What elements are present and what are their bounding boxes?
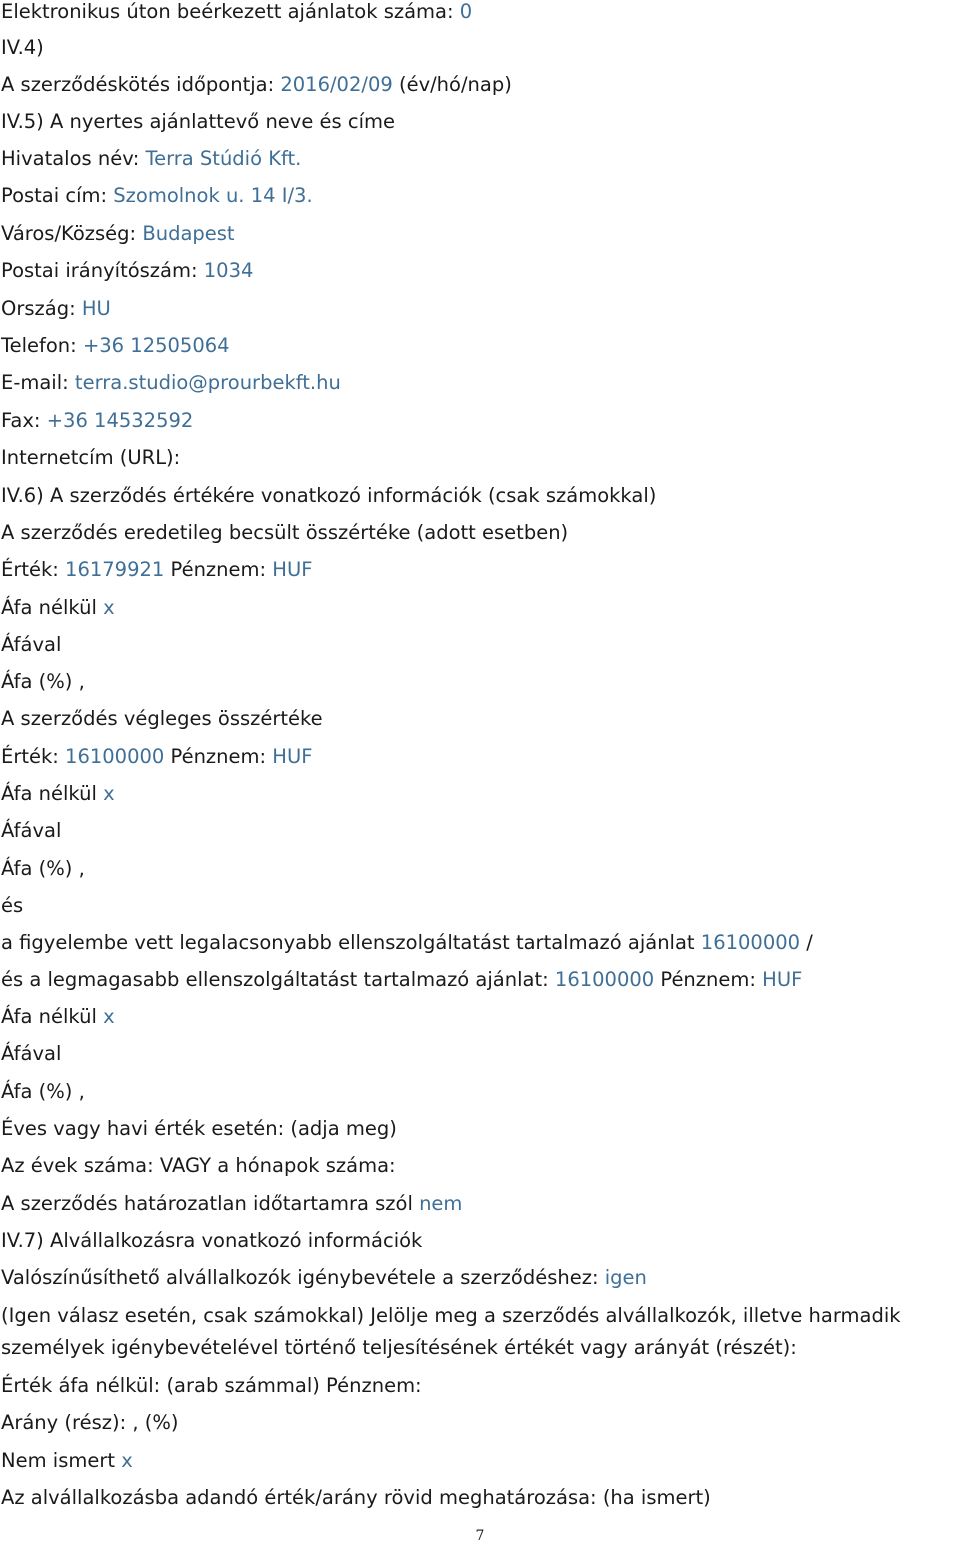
document-line bbox=[1, 0, 472, 24]
line-label: és a legmagasabb ellenszolgáltatást tartalmazó ajánlat: bbox=[1, 968, 549, 991]
document-line bbox=[1, 1486, 711, 1510]
line-label: Hivatalos név: bbox=[1, 147, 140, 170]
line-label: IV.5) A nyertes ajánlattevő neve és címe bbox=[1, 110, 396, 133]
document-line bbox=[1, 857, 85, 881]
line-label: Áfa nélkül bbox=[1, 596, 97, 619]
line-value: 16100000 bbox=[554, 968, 655, 991]
line-label: Nem ismert bbox=[1, 1449, 116, 1472]
document-line bbox=[1, 819, 61, 843]
line-value: Szomolnok u. 14 I/3. bbox=[113, 184, 313, 207]
document-line bbox=[1, 745, 312, 769]
line-value: HUF bbox=[272, 558, 313, 581]
line-label: Postai irányítószám: bbox=[1, 259, 198, 282]
line-value: 1034 bbox=[203, 259, 254, 282]
document-line bbox=[1, 484, 656, 508]
line-label: Elektronikus úton beérkezett ajánlatok száma: bbox=[1, 0, 454, 23]
line-label: Fax: bbox=[1, 409, 41, 432]
line-value: x bbox=[103, 1005, 115, 1028]
line-label: A szerződés végleges összértéke bbox=[1, 707, 323, 730]
line-label: Internetcím (URL): bbox=[1, 446, 181, 469]
line-label: Pénznem: bbox=[660, 968, 756, 991]
line-label: Áfa (%) , bbox=[1, 1080, 85, 1103]
document-line bbox=[1, 633, 61, 657]
document-line bbox=[1, 521, 568, 545]
document-line bbox=[1, 36, 44, 60]
document-line bbox=[1, 1154, 396, 1178]
line-label: Pénznem: bbox=[170, 745, 267, 768]
line-value: HU bbox=[81, 297, 111, 320]
document-line bbox=[1, 222, 235, 246]
line-value: 16179921 bbox=[65, 558, 165, 581]
line-label: Áfa (%) , bbox=[1, 857, 85, 880]
document-line bbox=[1, 670, 85, 694]
line-label: a figyelembe vett legalacsonyabb ellenszolgáltatást tartalmazó ajánlat bbox=[1, 931, 695, 954]
page-number: 7 bbox=[475, 1528, 485, 1544]
line-label: Áfa (%) , bbox=[1, 670, 85, 693]
document-line bbox=[1, 147, 301, 171]
document-line bbox=[1, 1042, 61, 1066]
line-value: +36 12505064 bbox=[82, 334, 230, 357]
line-suffix: / bbox=[806, 931, 813, 954]
document-line bbox=[1, 297, 111, 321]
document-line bbox=[1, 968, 802, 992]
line-label: Pénznem: bbox=[170, 558, 267, 581]
line-value: +36 14532592 bbox=[46, 409, 194, 432]
line-label: IV.7) Alvállalkozásra vonatkozó információk bbox=[1, 1229, 423, 1252]
document-line bbox=[1, 446, 180, 470]
line-label: Az alvállalkozásba adandó érték/arány rövid meghatározása: (ha ismert) bbox=[1, 1486, 711, 1509]
line-label: Érték áfa nélkül: (arab számmal) Pénznem: bbox=[1, 1374, 422, 1397]
line-label: Áfa nélkül bbox=[1, 1005, 97, 1028]
document-line bbox=[1, 334, 230, 358]
line-value: 0 bbox=[459, 0, 473, 23]
line-value: Budapest bbox=[142, 222, 235, 245]
line-label: IV.4) bbox=[1, 36, 44, 59]
line-label: Telefon: bbox=[1, 334, 77, 357]
line-value: x bbox=[121, 1449, 133, 1472]
line-label: Postai cím: bbox=[1, 184, 108, 207]
document-line bbox=[1, 1374, 422, 1398]
line-value: x bbox=[103, 782, 115, 805]
line-suffix: (év/hó/nap) bbox=[398, 73, 512, 96]
line-label: E-mail: bbox=[1, 371, 69, 394]
document-line bbox=[1, 931, 813, 955]
document-line bbox=[1, 1304, 901, 1328]
document-line bbox=[1, 596, 115, 620]
line-label: Áfával bbox=[1, 633, 62, 656]
document-line bbox=[1, 73, 512, 97]
document-line bbox=[1, 409, 193, 433]
document-line bbox=[1, 1117, 397, 1141]
line-label: Az évek száma: VAGY a hónapok száma: bbox=[1, 1154, 396, 1177]
line-label: Áfa nélkül bbox=[1, 782, 97, 805]
line-label: Valószínűsíthető alvállalkozók igénybevétele a szerződéshez: bbox=[1, 1266, 599, 1289]
line-value: HUF bbox=[762, 968, 803, 991]
line-value: HUF bbox=[272, 745, 313, 768]
document-line bbox=[1, 1266, 647, 1290]
line-label: és bbox=[1, 894, 24, 917]
line-label: A szerződéskötés időpontja: bbox=[1, 73, 275, 96]
document-line bbox=[1, 184, 313, 208]
document-line bbox=[1, 1192, 462, 1216]
line-value: 16100000 bbox=[65, 745, 165, 768]
document-line bbox=[1, 1080, 85, 1104]
document-line bbox=[1, 1005, 115, 1029]
line-label: Áfával bbox=[1, 819, 62, 842]
line-value: x bbox=[103, 596, 115, 619]
line-label: (Igen válasz esetén, csak számokkal) Jelölje meg a szerződés alvállalkozók, illetve harmadik bbox=[1, 1304, 901, 1327]
document-line bbox=[1, 558, 312, 582]
line-label: Ország: bbox=[1, 297, 76, 320]
document-line bbox=[1, 707, 323, 731]
document-line bbox=[1, 1411, 179, 1435]
line-label: személyek igénybevételével történő teljesítésének értékét vagy arányát (részét): bbox=[1, 1336, 797, 1359]
document-line bbox=[1, 1229, 422, 1253]
line-label: Éves vagy havi érték esetén: (adja meg) bbox=[1, 1117, 397, 1140]
line-label: A szerződés eredetileg becsült összértéke (adott esetben) bbox=[1, 521, 569, 544]
document-line bbox=[1, 371, 341, 395]
document-line bbox=[1, 259, 253, 283]
document-line bbox=[1, 894, 23, 918]
line-label: Érték: bbox=[1, 745, 59, 768]
document-line bbox=[1, 782, 115, 806]
line-label: Áfával bbox=[1, 1042, 62, 1065]
line-label: IV.6) A szerződés értékére vonatkozó információk (csak számokkal) bbox=[1, 484, 657, 507]
document-line bbox=[1, 1336, 797, 1360]
line-value: 2016/02/09 bbox=[280, 73, 393, 96]
line-value: nem bbox=[419, 1192, 463, 1215]
line-label: A szerződés határozatlan időtartamra szól bbox=[1, 1192, 413, 1215]
line-label: Város/Község: bbox=[1, 222, 137, 245]
line-label: Érték: bbox=[1, 558, 59, 581]
line-value: terra.studio@prourbekft.hu bbox=[74, 371, 341, 394]
line-value: Terra Stúdió Kft. bbox=[145, 147, 302, 170]
line-label: Arány (rész): , (%) bbox=[1, 1411, 179, 1434]
document-line bbox=[1, 1449, 133, 1473]
line-value: igen bbox=[604, 1266, 647, 1289]
line-value: 16100000 bbox=[700, 931, 801, 954]
document-line bbox=[1, 110, 395, 134]
